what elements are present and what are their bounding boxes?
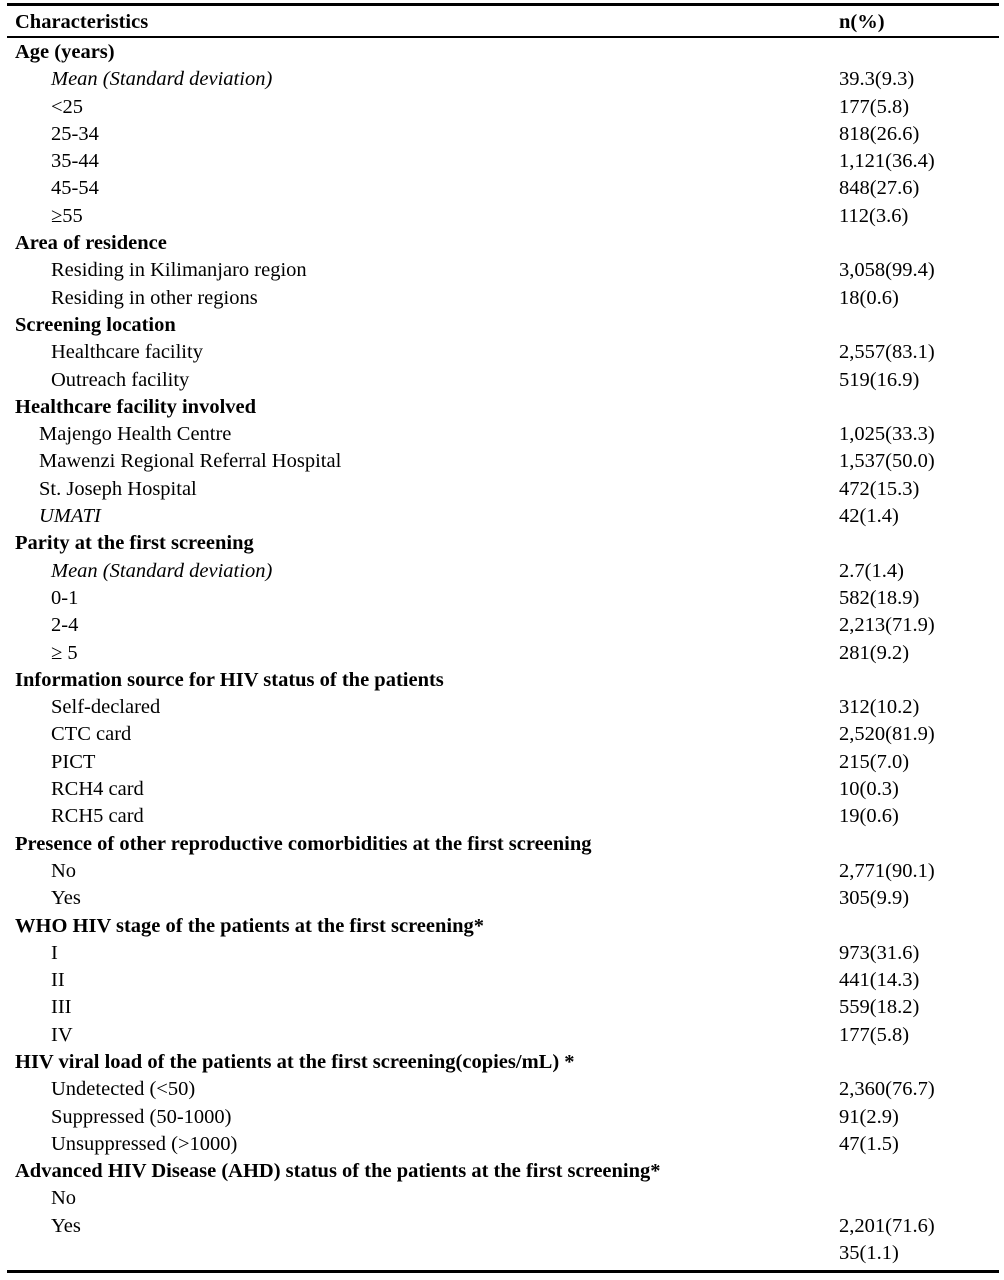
row-label: Undetected (<50) [51, 1078, 196, 1101]
table-row [7, 121, 999, 148]
table-row [7, 1185, 999, 1212]
row-label: RCH5 card [51, 805, 144, 828]
table-row [7, 640, 999, 667]
table-row [7, 940, 999, 967]
table-row [7, 339, 999, 366]
section-row [7, 1049, 999, 1076]
table-row [7, 967, 999, 994]
section-row [7, 1158, 999, 1185]
table-row [7, 94, 999, 121]
row-label: IV [51, 1023, 73, 1046]
row-value: 42(1.4) [839, 505, 899, 528]
row-label: III [51, 996, 72, 1019]
section-heading: Advanced HIV Disease (AHD) status of the patients at the first screening* [15, 1160, 661, 1183]
row-value: 582(18.9) [839, 586, 920, 609]
table-row [7, 694, 999, 721]
table-row [7, 1213, 999, 1240]
table-row [7, 448, 999, 475]
section-heading: Healthcare facility involved [15, 395, 257, 418]
header-n-percent: n(%) [839, 11, 885, 33]
row-value: 39.3(9.3) [839, 68, 915, 91]
row-label: 0-1 [51, 586, 79, 609]
row-label: I [51, 941, 58, 964]
row-label: ≥55 [51, 204, 83, 227]
row-label: ≥ 5 [51, 641, 78, 664]
section-heading: WHO HIV stage of the patients at the first screening* [15, 914, 484, 937]
section-row [7, 530, 999, 557]
header-characteristics: Characteristics [15, 11, 149, 33]
table-row [7, 66, 999, 93]
section-heading: Screening location [15, 313, 176, 336]
row-label: 25-34 [51, 122, 99, 145]
row-value: 91(2.9) [839, 1105, 899, 1128]
row-value: 2,201(71.6) [839, 1214, 935, 1237]
row-value: 47(1.5) [839, 1132, 899, 1155]
table-row [7, 776, 999, 803]
row-label: Mean (Standard deviation) [51, 68, 273, 91]
row-value: 2,520(81.9) [839, 723, 935, 746]
row-value: 215(7.0) [839, 750, 910, 773]
section-row [7, 39, 999, 66]
table-row [7, 285, 999, 312]
row-label: UMATI [39, 505, 101, 528]
table-row [7, 503, 999, 530]
section-heading: Age (years) [15, 41, 115, 63]
row-label: Yes [51, 887, 81, 910]
table-row [7, 421, 999, 448]
section-heading: Area of residence [15, 232, 167, 255]
row-label: Healthcare facility [51, 341, 203, 364]
table-top-rule [7, 3, 999, 6]
table-row [7, 994, 999, 1021]
section-heading: Information source for HIV status of the patients [15, 668, 444, 691]
row-value: 559(18.2) [839, 996, 920, 1019]
table-row [7, 858, 999, 885]
row-label: Suppressed (50-1000) [51, 1105, 232, 1128]
row-value: 818(26.6) [839, 122, 920, 145]
table-row [7, 1131, 999, 1158]
row-label: CTC card [51, 723, 132, 746]
row-label: Outreach facility [51, 368, 190, 391]
section-row [7, 312, 999, 339]
row-value: 305(9.9) [839, 887, 910, 910]
table-bottom-rule [7, 1270, 999, 1273]
row-value: 1,537(50.0) [839, 450, 935, 473]
row-label: No [51, 859, 77, 882]
table-row [7, 476, 999, 503]
row-label: Majengo Health Centre [39, 423, 232, 446]
row-value: 519(16.9) [839, 368, 920, 391]
row-value: 18(0.6) [839, 286, 899, 309]
row-label: Mawenzi Regional Referral Hospital [39, 450, 342, 473]
row-label: St. Joseph Hospital [39, 477, 197, 500]
section-row [7, 831, 999, 858]
table-row [7, 1104, 999, 1131]
table-row [7, 175, 999, 202]
row-label: Residing in other regions [51, 286, 258, 309]
row-value: 35(1.1) [839, 1242, 899, 1265]
section-row [7, 230, 999, 257]
row-value: 177(5.8) [839, 95, 910, 118]
table-row [7, 148, 999, 175]
row-label: Mean (Standard deviation) [51, 559, 273, 582]
row-label: <25 [51, 95, 84, 118]
table-row [7, 1240, 999, 1267]
row-label: Residing in Kilimanjaro region [51, 259, 307, 282]
table-row [7, 257, 999, 284]
row-label: Unsuppressed (>1000) [51, 1132, 238, 1155]
characteristics-table [7, 3, 999, 1275]
table-header-rule [7, 36, 999, 38]
row-label: 2-4 [51, 614, 79, 637]
table-row [7, 1076, 999, 1103]
row-value: 848(27.6) [839, 177, 920, 200]
row-value: 2,213(71.9) [839, 614, 935, 637]
row-value: 2,360(76.7) [839, 1078, 935, 1101]
row-label: No [51, 1187, 77, 1210]
row-label: PICT [51, 750, 96, 773]
row-label: RCH4 card [51, 778, 144, 801]
section-row [7, 667, 999, 694]
section-row [7, 394, 999, 421]
section-heading: Presence of other reproductive comorbidities at the first screening [15, 832, 592, 855]
row-label: 35-44 [51, 150, 99, 173]
row-value: 973(31.6) [839, 941, 920, 964]
table-row [7, 749, 999, 776]
row-value: 1,121(36.4) [839, 150, 935, 173]
table-row [7, 803, 999, 830]
row-value: 19(0.6) [839, 805, 899, 828]
row-value: 2,771(90.1) [839, 859, 935, 882]
row-value: 441(14.3) [839, 969, 920, 992]
row-value: 281(9.2) [839, 641, 910, 664]
table-body [7, 39, 999, 1267]
table-row [7, 367, 999, 394]
row-label: II [51, 969, 65, 992]
row-value: 2.7(1.4) [839, 559, 904, 582]
section-heading: HIV viral load of the patients at the first screening(copies/mL) * [15, 1050, 575, 1073]
section-heading: Parity at the first screening [15, 532, 254, 555]
row-label: Yes [51, 1214, 81, 1237]
table-row [7, 1022, 999, 1049]
row-value: 3,058(99.4) [839, 259, 935, 282]
table-row [7, 612, 999, 639]
row-value: 1,025(33.3) [839, 423, 935, 446]
section-row [7, 913, 999, 940]
row-value: 112(3.6) [839, 204, 909, 227]
row-label: 45-54 [51, 177, 99, 200]
row-value: 472(15.3) [839, 477, 920, 500]
table-row [7, 558, 999, 585]
row-label: Self-declared [51, 696, 161, 719]
table-row [7, 585, 999, 612]
row-value: 312(10.2) [839, 696, 920, 719]
table-row [7, 885, 999, 912]
row-value: 10(0.3) [839, 778, 899, 801]
table-row [7, 721, 999, 748]
row-value: 177(5.8) [839, 1023, 910, 1046]
row-value: 2,557(83.1) [839, 341, 935, 364]
table-row [7, 203, 999, 230]
